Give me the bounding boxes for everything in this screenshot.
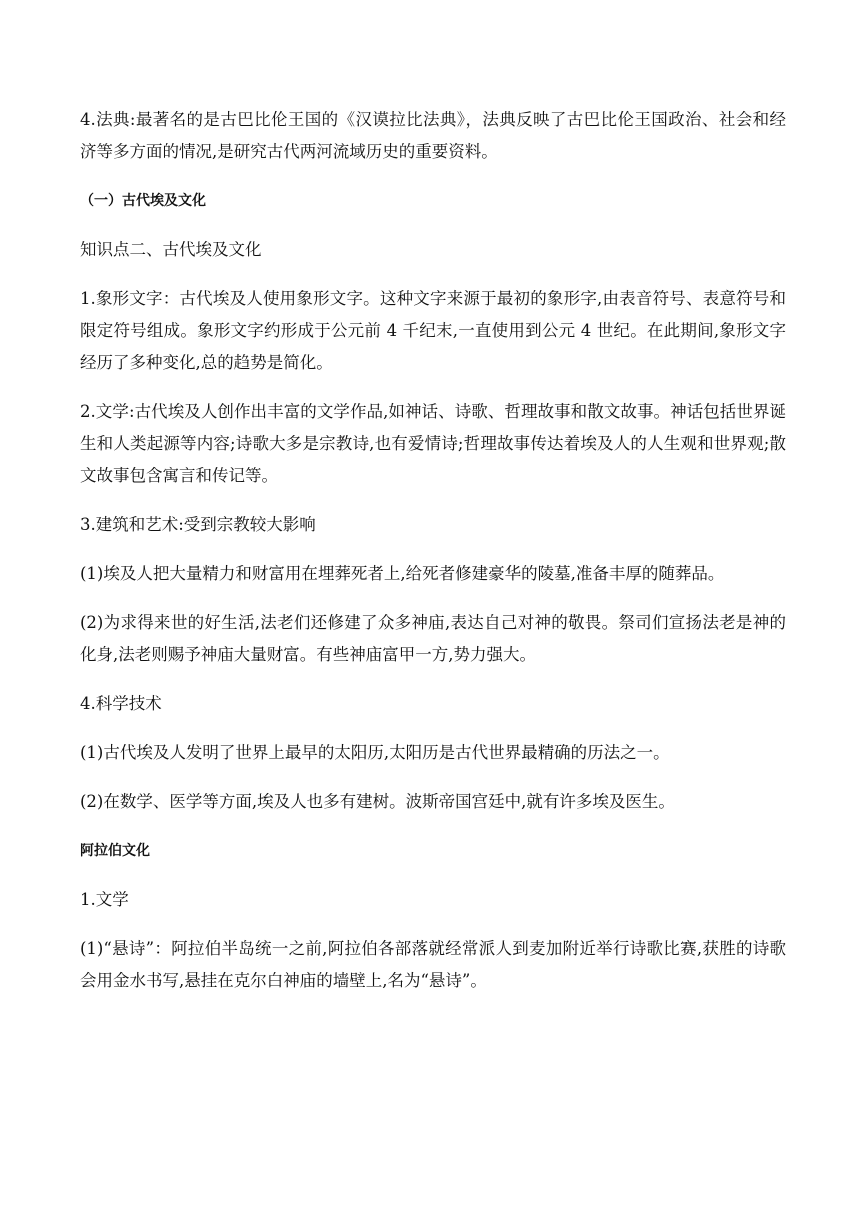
paragraph-hieroglyphs: 1.象形文字：古代埃及人使用象形文字。这种文字来源于最初的象形字,由表音符号、表意符号和限定符号组成。象形文字约形成于公元前 4 千纪末,一直使用到公元 4 世纪。在此期间,象形文字经历了多种变化,总的趋势是简化。 xyxy=(80,289,786,372)
paragraph-science-tech: 4.科学技术 xyxy=(80,694,162,713)
paragraph-literature-egypt: 2.文学:古代埃及人创作出丰富的文学作品,如神话、诗歌、哲理故事和散文故事。神话包括世界诞生和人类起源等内容;诗歌大多是宗教诗,也有爱情诗;哲理故事传达着埃及人的人生观和世界观;散文故事包含寓言和传记等。 xyxy=(80,402,786,485)
document-page xyxy=(80,104,786,997)
paragraph-math-medicine: (2)在数学、医学等方面,埃及人也多有建树。波斯帝国宫廷中,就有许多埃及医生。 xyxy=(80,792,675,811)
paragraph-solar-calendar: (1)古代埃及人发明了世界上最早的太阳历,太阳历是古代世界最精确的历法之一。 xyxy=(80,743,670,762)
paragraph-architecture-art: 3.建筑和艺术:受到宗教较大影响 xyxy=(80,515,316,534)
paragraph-law-code: 4.法典:最著名的是古巴比伦王国的《汉谟拉比法典》，法典反映了古巴比伦王国政治、社会和经济等多方面的情况,是研究古代两河流域历史的重要资料。 xyxy=(80,110,786,161)
paragraph-temples: (2)为求得来世的好生活,法老们还修建了众多神庙,表达自己对神的敬畏。祭司们宣扬法老是神的化身,法老则赐予神庙大量财富。有些神庙富甲一方,势力强大。 xyxy=(80,613,786,664)
paragraph-hanging-poems: (1)“悬诗”：阿拉伯半岛统一之前,阿拉伯各部落就经常派人到麦加附近举行诗歌比赛,获胜的诗歌会用金水书写,悬挂在克尔白神庙的墙壁上,名为“悬诗”。 xyxy=(80,939,786,990)
paragraph-literature-arab: 1.文学 xyxy=(80,890,129,909)
paragraph-knowledge-point-two: 知识点二、古代埃及文化 xyxy=(80,240,262,259)
heading-egypt-culture: （一）古代埃及文化 xyxy=(80,193,206,209)
heading-arab-culture: 阿拉伯文化 xyxy=(80,843,150,859)
paragraph-tombs: (1)埃及人把大量精力和财富用在埋葬死者上,给死者修建豪华的陵墓,准备丰厚的随葬品。 xyxy=(80,564,725,583)
